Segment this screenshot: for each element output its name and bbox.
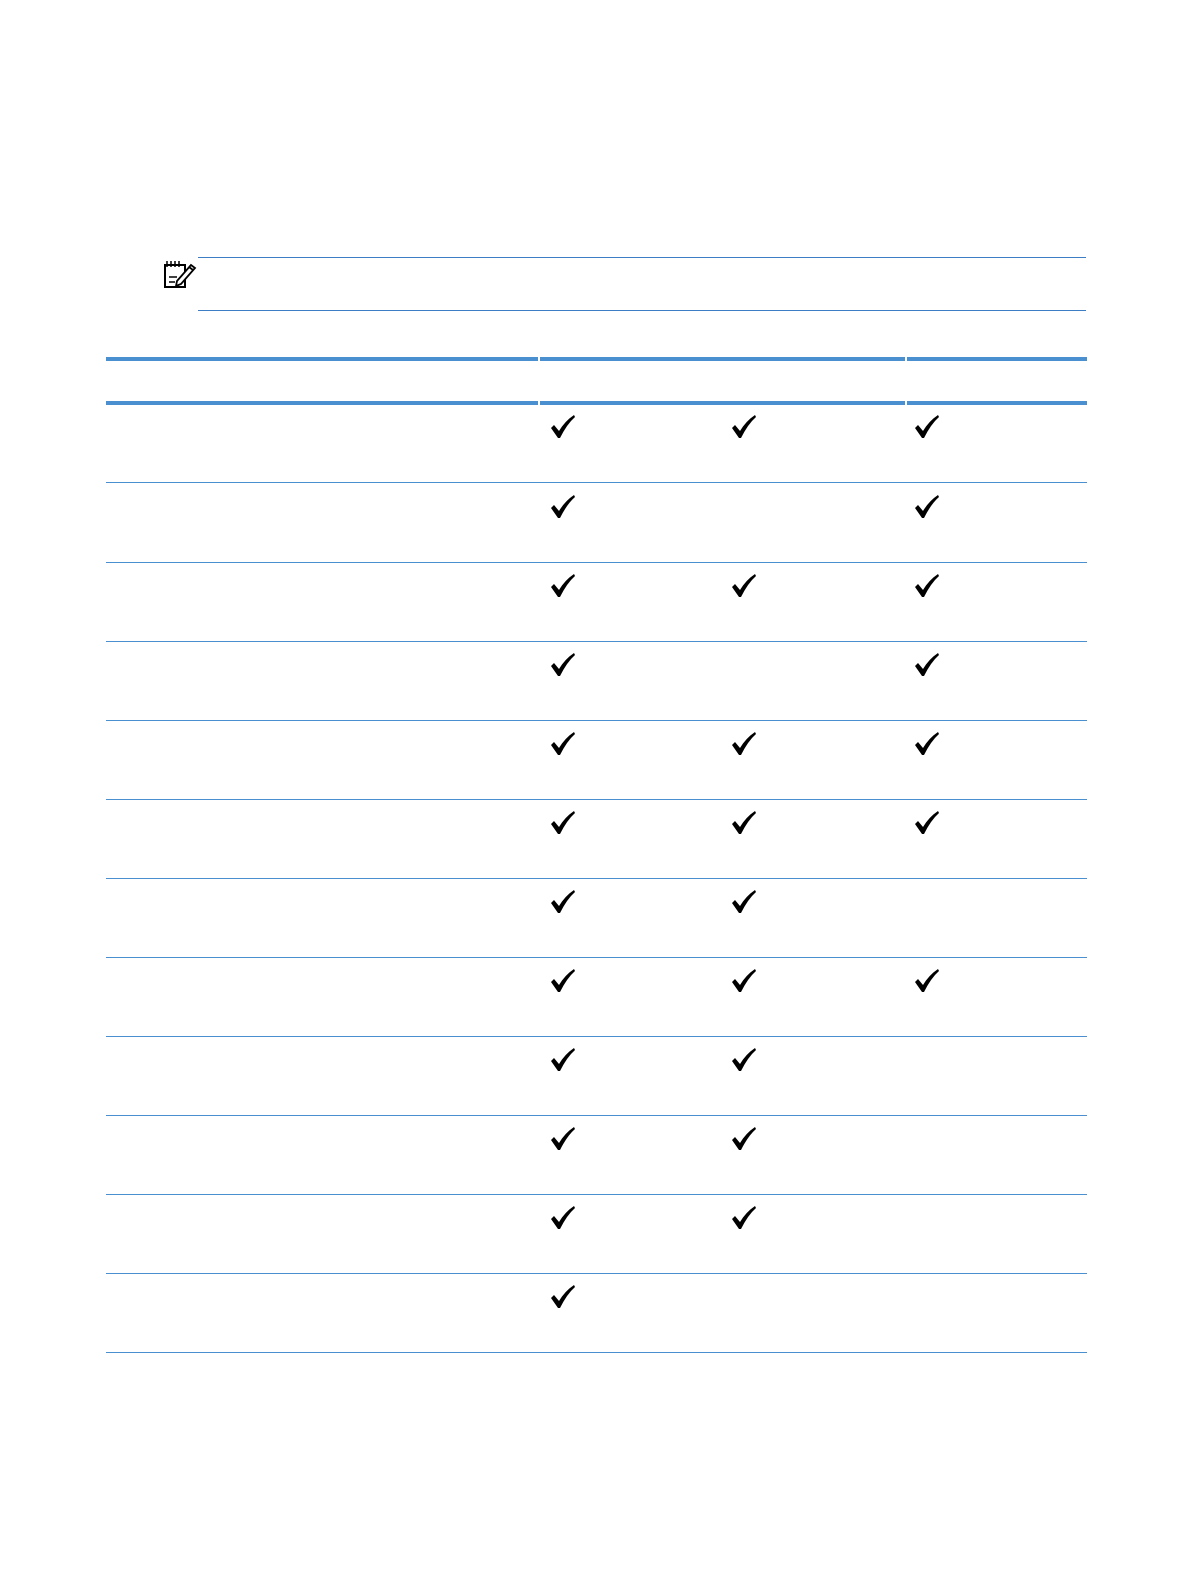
- checkmark-icon: [731, 732, 757, 756]
- table-row-divider: [106, 641, 1087, 642]
- checkmark-icon: [914, 811, 940, 835]
- checkmark-icon: [550, 1285, 576, 1309]
- note-bottom-rule: [198, 310, 1086, 311]
- checkmark-icon: [731, 1206, 757, 1230]
- checkmark-icon: [550, 415, 576, 439]
- table-row-divider: [106, 957, 1087, 958]
- table-row-divider: [106, 1036, 1087, 1037]
- checkmark-icon: [731, 1127, 757, 1151]
- table-row-divider: [106, 1115, 1087, 1116]
- table-row-divider: [106, 482, 1087, 483]
- checkmark-icon: [550, 732, 576, 756]
- checkmark-icon: [914, 495, 940, 519]
- table-row-divider: [106, 562, 1087, 563]
- checkmark-icon: [914, 574, 940, 598]
- checkmark-icon: [731, 969, 757, 993]
- checkmark-icon: [731, 574, 757, 598]
- table-header-bottom-rule: [106, 401, 1087, 405]
- note-top-rule: [198, 257, 1086, 258]
- checkmark-icon: [731, 415, 757, 439]
- checkmark-icon: [550, 890, 576, 914]
- checkmark-icon: [550, 495, 576, 519]
- table-row-divider: [106, 720, 1087, 721]
- checkmark-icon: [731, 1048, 757, 1072]
- checkmark-icon: [914, 732, 940, 756]
- table-row-divider: [106, 878, 1087, 879]
- checkmark-icon: [914, 415, 940, 439]
- checkmark-icon: [550, 653, 576, 677]
- table-row-divider: [106, 1194, 1087, 1195]
- table-row-divider: [106, 799, 1087, 800]
- checkmark-icon: [550, 1127, 576, 1151]
- checkmark-icon: [550, 1048, 576, 1072]
- checkmark-icon: [914, 653, 940, 677]
- checkmark-icon: [550, 1206, 576, 1230]
- table-header-top-rule: [106, 357, 1087, 361]
- checkmark-icon: [550, 574, 576, 598]
- checkmark-icon: [550, 811, 576, 835]
- checkmark-icon: [731, 890, 757, 914]
- table-row-divider: [106, 1352, 1087, 1353]
- note-pencil-icon: [163, 259, 197, 291]
- checkmark-icon: [550, 969, 576, 993]
- checkmark-icon: [914, 969, 940, 993]
- table-row-divider: [106, 1273, 1087, 1274]
- checkmark-icon: [731, 811, 757, 835]
